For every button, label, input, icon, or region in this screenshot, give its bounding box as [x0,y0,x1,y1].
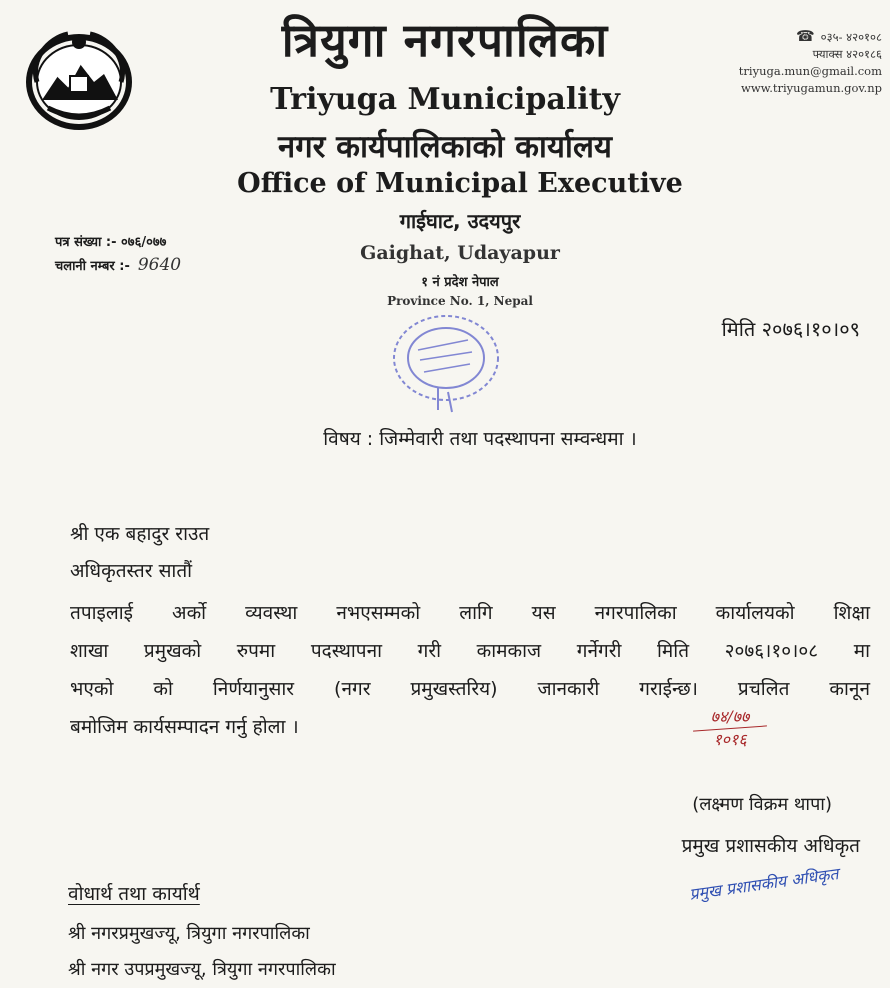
letter-date: मिति २०७६।१०।०९ [721,317,860,341]
reference-block [55,232,181,278]
signatory-stamp: प्रमुख प्रशासकीय अधिकृत [687,864,840,904]
email-address: triyuga.mun@gmail.com [738,64,882,78]
body-line: बमोजिम कार्यसम्पादन गर्नु होला । [70,716,299,738]
cc-heading: वोधार्थ तथा कार्यार्थ [68,883,200,905]
addressee-position: अधिकृतस्तर सातौं [70,560,193,582]
signatory-name: (लक्ष्मण विक्रम थापा) [692,794,832,815]
body-line: भएको को निर्णयानुसार (नगर प्रमुखस्तरिय) जानकारी गराईन्छ। प्रचलित कानून [70,678,870,700]
fax-number: फ्याक्स ४२०१८६ [812,47,882,61]
location-nepali: गाईघाट, उदयपुर [399,209,521,233]
annotation-bottom: १०१६ [713,730,747,749]
website-address: www.triyugamun.gov.np [741,81,882,95]
body-line: शाखा प्रमुखको रुपमा पदस्थापना गरी कामकाज गर्नेगरी मिति २०७६।१०।०८ मा [70,640,870,662]
office-name-english: Office of Municipal Executive [237,168,683,199]
cc-item: श्री नगर उपप्रमुखज्यू, त्रियुगा नगरपालिका [68,959,336,980]
cc-list [68,916,336,988]
municipality-name-nepali: त्रियुगा नगरपालिका [281,13,609,67]
location-english: Gaighat, Udayapur [360,242,560,264]
dispatch-number-value: 9640 [137,255,182,275]
telephone-icon: ☎ [795,27,815,45]
province-english: Province No. 1, Nepal [387,294,533,308]
dispatch-number-label: चलानी नम्बर :- [55,259,130,274]
body-line: तपाइलाई अर्को व्यवस्था नभएसम्मको लागि यस नगरपालिका कार्यालयको शिक्षा [70,602,870,624]
contact-block [712,28,882,97]
addressee-name: श्री एक बहादुर राउत [70,523,210,545]
letter-number-label: पत्र संख्या :- [55,235,117,250]
annotation-top: ७४/७७ [710,707,750,726]
office-name-nepali: नगर कार्यपालिकाको कार्यालय [278,129,612,165]
letter-number-value: ०७६/०७७ [121,235,167,250]
office-stamp-icon [368,300,518,420]
cc-item: श्री नगरप्रमुखज्यू, त्रियुगा नगरपालिका [68,923,310,944]
signatory-title: प्रमुख प्रशासकीय अधिकृत [681,835,860,857]
municipality-name-english: Triyuga Municipality [270,82,620,117]
addressee-block [70,516,209,590]
phone-number: ०३५- ४२०१०८ [820,30,882,44]
letter-subject: विषय : जिम्मेवारी तथा पदस्थापना सम्वन्धमा । [323,428,637,450]
handwritten-annotation [690,706,770,751]
province-nepali: १ नं प्रदेश नेपाल [421,275,499,290]
